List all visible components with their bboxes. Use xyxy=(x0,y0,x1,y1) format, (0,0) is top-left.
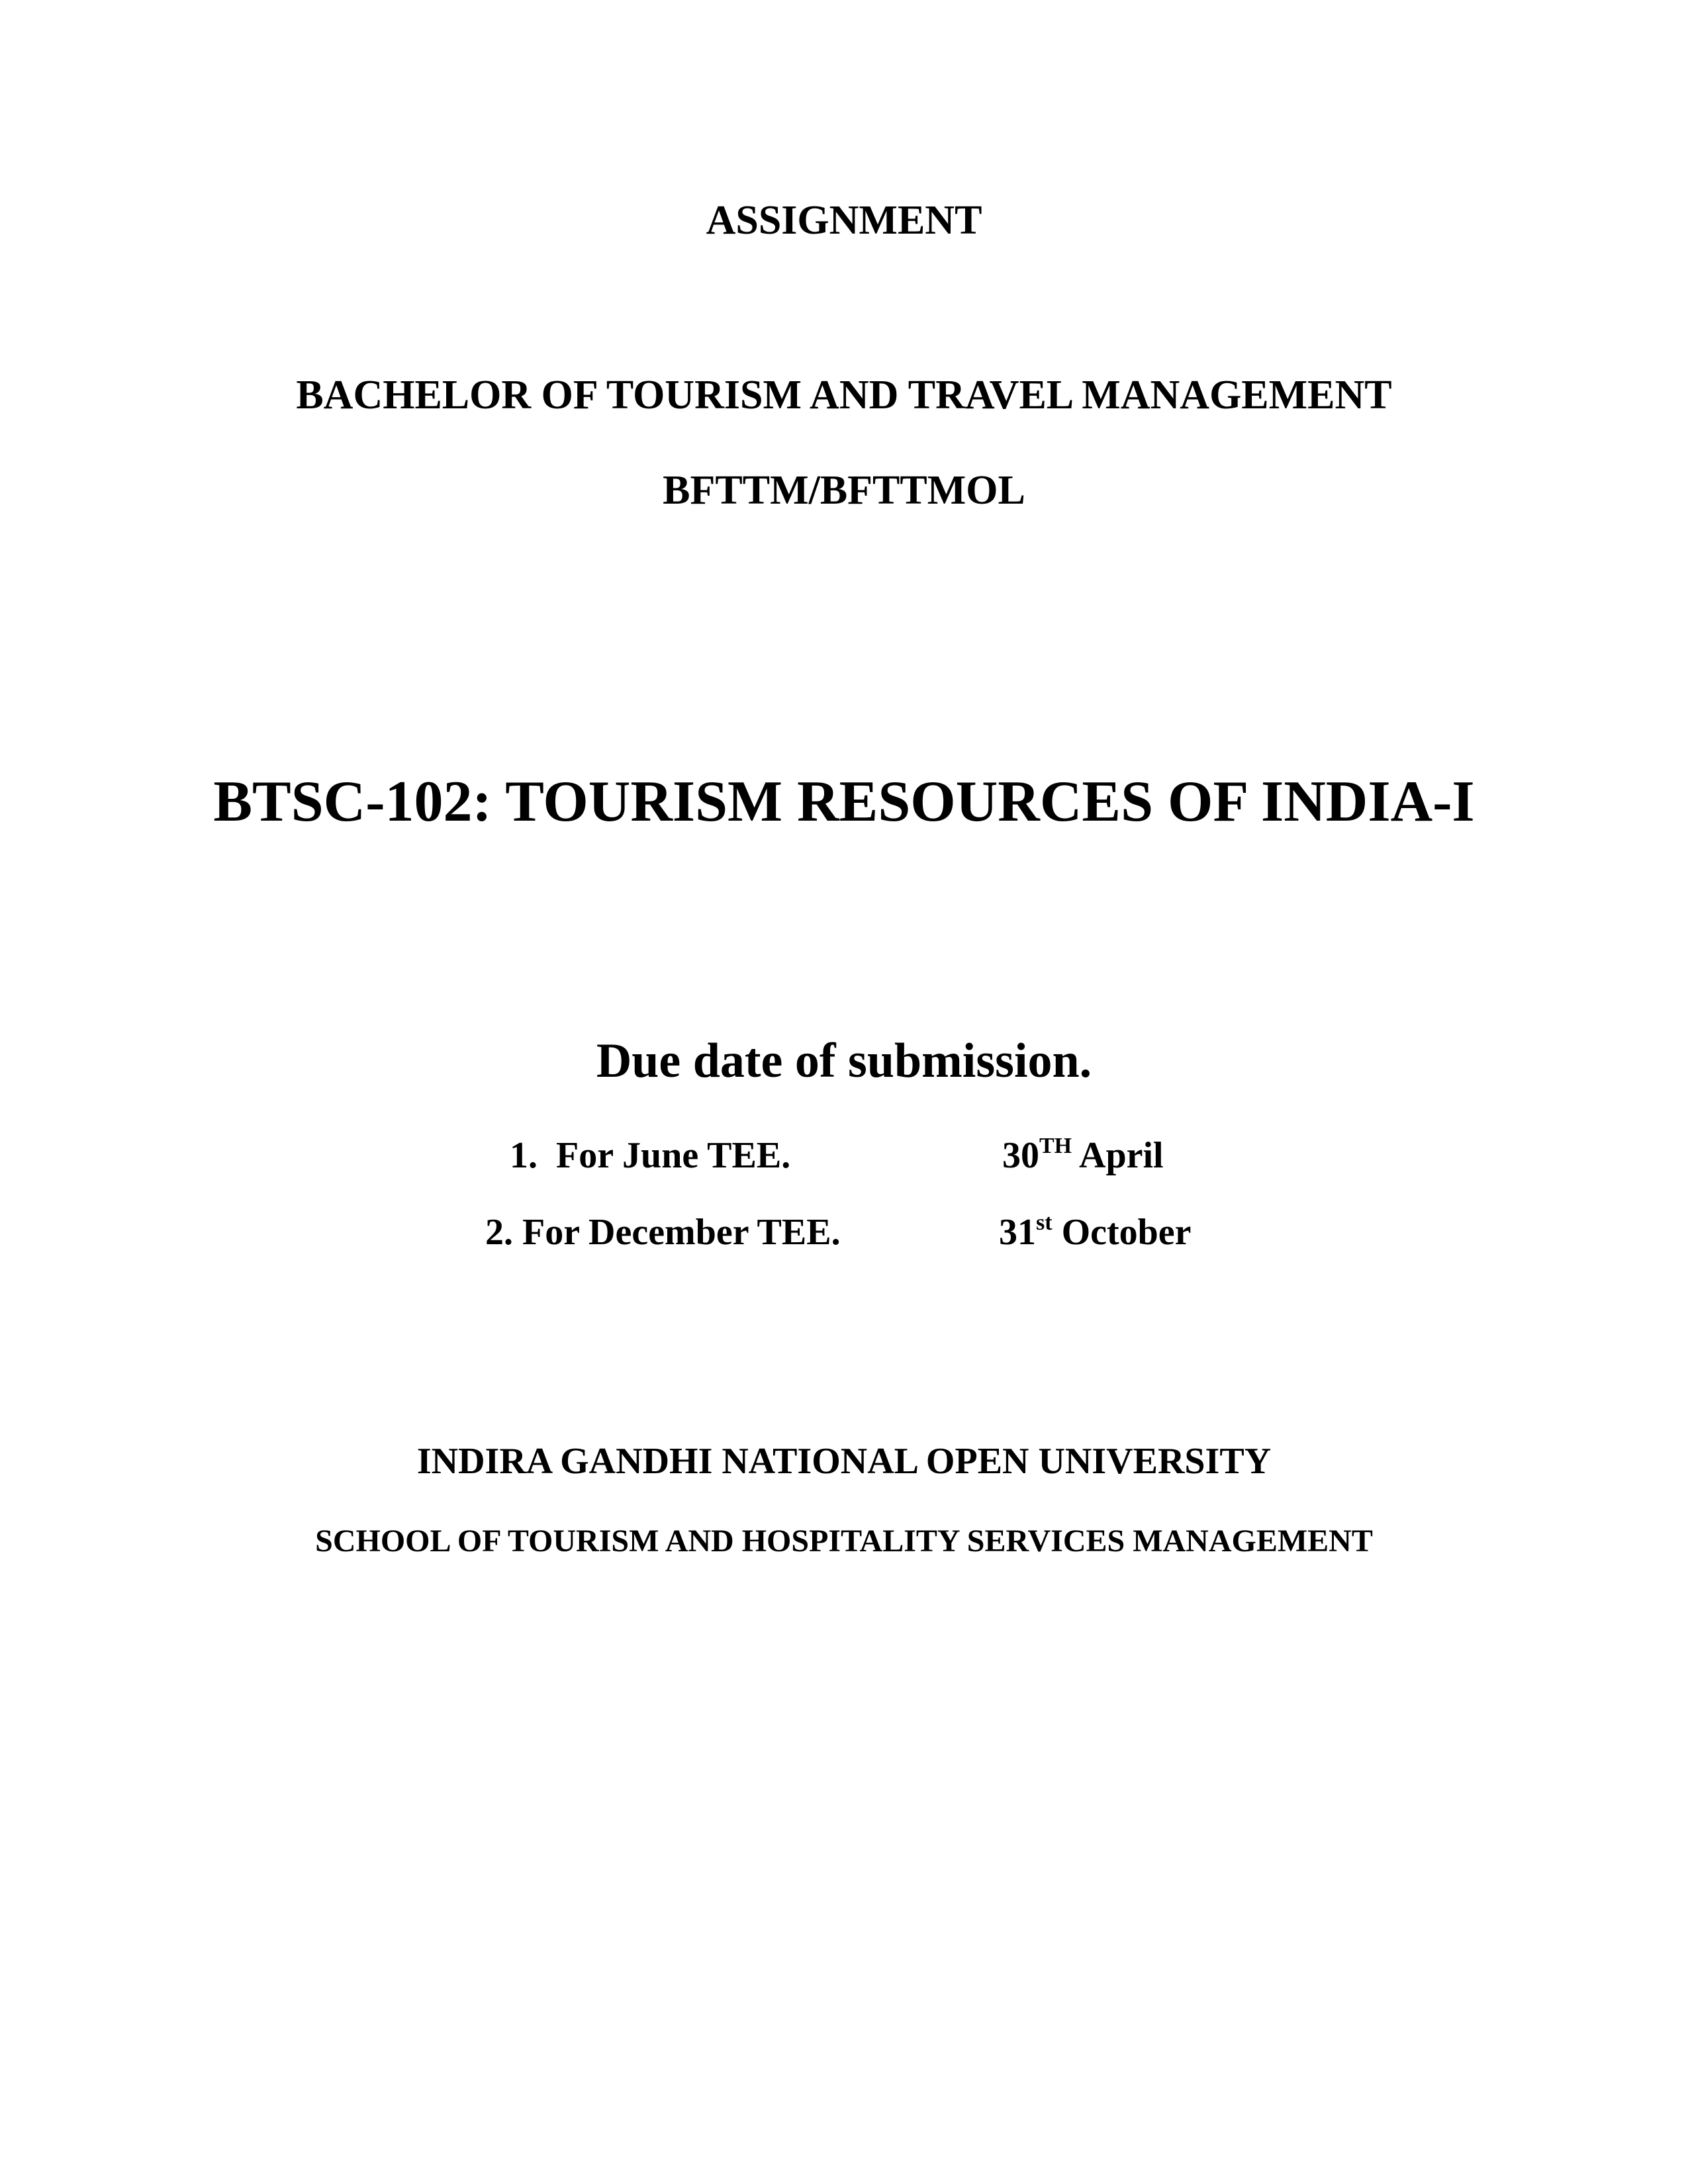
december-tee-month: October xyxy=(1061,1212,1192,1253)
december-tee-day: 31 xyxy=(999,1212,1036,1253)
december-tee-label: 2. For December TEE. xyxy=(485,1212,841,1253)
december-tee-day-suffix: st xyxy=(1036,1210,1053,1235)
programme-title: BACHELOR OF TOURISM AND TRAVEL MANAGEMENT xyxy=(296,373,1392,418)
june-tee-day: 30 xyxy=(1002,1135,1039,1176)
university-name: INDIRA GANDHI NATIONAL OPEN UNIVERSITY xyxy=(416,1441,1272,1482)
june-tee-day-suffix: TH xyxy=(1039,1134,1072,1158)
june-tee-month: April xyxy=(1079,1135,1164,1176)
june-tee-date xyxy=(1002,1134,1164,1176)
assignment-heading: ASSIGNMENT xyxy=(706,198,982,243)
june-tee-label: 1. For June TEE. xyxy=(510,1135,791,1176)
course-title: BTSC-102: TOURISM RESOURCES OF INDIA-I xyxy=(213,770,1475,834)
due-date-heading: Due date of submission. xyxy=(596,1034,1092,1088)
december-tee-date xyxy=(999,1210,1192,1253)
programme-code: BFTTM/BFTTMOL xyxy=(663,468,1025,513)
school-name: SCHOOL OF TOURISM AND HOSPITALITY SERVICES MANAGEMENT xyxy=(315,1524,1373,1559)
